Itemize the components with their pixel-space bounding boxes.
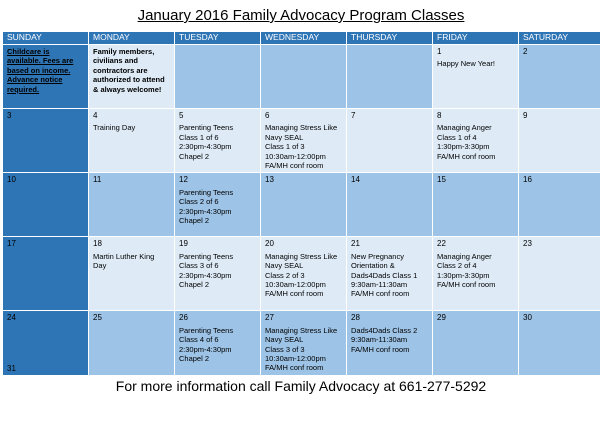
event-text: New Pregnancy Orientation & Dads4Dads Class 1 9:30am-11:30am FA/MH conf room bbox=[351, 251, 418, 299]
day-cell bbox=[89, 173, 175, 237]
day-cell bbox=[519, 45, 601, 109]
day-cell bbox=[519, 173, 601, 237]
day-cell bbox=[347, 173, 433, 237]
event-text: Martin Luther King Day bbox=[93, 251, 155, 271]
day-number: 1 bbox=[437, 47, 442, 56]
event-text: Managing Stress Like Navy SEAL Class 2 of 3 10:30am-12:00pm FA/MH conf room bbox=[265, 251, 338, 299]
day-cell bbox=[433, 311, 519, 375]
day-cell bbox=[347, 45, 433, 109]
day-number: 23 bbox=[523, 239, 532, 249]
day-header-friday: FRIDAY bbox=[433, 32, 519, 45]
event-text: Parenting Teens Class 4 of 6 2:30pm-4:30pm Chapel 2 bbox=[179, 325, 234, 364]
page-title: January 2016 Family Advocacy Program Classes bbox=[137, 7, 465, 24]
day-cell bbox=[89, 45, 175, 109]
day-header-monday: MONDAY bbox=[89, 32, 175, 45]
day-cell bbox=[519, 311, 601, 375]
day-number: 18 bbox=[93, 239, 102, 249]
day-cell bbox=[261, 45, 347, 109]
event-text: Managing Stress Like Navy SEAL Class 1 of 3 10:30am-12:00pm FA/MH conf room bbox=[265, 123, 338, 171]
event-text: Training Day bbox=[93, 123, 136, 133]
day-cell bbox=[519, 237, 601, 311]
day-number: 7 bbox=[351, 111, 356, 120]
week-row bbox=[3, 45, 601, 109]
day-number: 13 bbox=[265, 175, 274, 185]
day-cell bbox=[175, 45, 261, 109]
day-cell bbox=[519, 109, 601, 173]
day-number: 6 bbox=[265, 111, 270, 120]
day-number: 15 bbox=[437, 175, 446, 185]
event-text: Managing Anger Class 1 of 4 1:30pm-3:30pm FA/MH conf room bbox=[437, 123, 496, 161]
day-cell bbox=[175, 109, 261, 173]
day-cell bbox=[3, 45, 89, 109]
event-text: Happy New Year! bbox=[437, 59, 495, 69]
day-number: 24 bbox=[7, 313, 16, 323]
event-text: Parenting Teens Class 1 of 6 2:30pm-4:30pm Chapel 2 bbox=[179, 123, 234, 161]
day-cell bbox=[347, 237, 433, 311]
contact-footer: For more information call Family Advocacy at 661-277-5292 bbox=[115, 378, 487, 394]
day-header-sunday: SUNDAY bbox=[3, 32, 89, 45]
day-cell bbox=[89, 311, 175, 375]
day-number: 8 bbox=[437, 111, 442, 120]
day-cell bbox=[261, 109, 347, 173]
day-number: 25 bbox=[93, 313, 102, 323]
childcare-note: Childcare is available. Fees are based on income. Advance notice required. bbox=[7, 47, 74, 94]
day-cell bbox=[3, 173, 89, 237]
day-number: 10 bbox=[7, 175, 16, 185]
event-text: Managing Stress Like Navy SEAL Class 3 of 3 10:30am-12:00pm FA/MH conf room bbox=[265, 325, 338, 373]
day-header-wednesday: WEDNESDAY bbox=[261, 32, 347, 45]
day-number: 19 bbox=[179, 239, 188, 249]
day-cell bbox=[175, 173, 261, 237]
day-number: 22 bbox=[437, 239, 446, 249]
day-number: 11 bbox=[93, 175, 102, 185]
day-number: 21 bbox=[351, 239, 360, 249]
day-number: 12 bbox=[179, 175, 188, 185]
event-text: Dads4Dads Class 2 9:30am-11:30am FA/MH conf room bbox=[351, 325, 418, 354]
day-number: 3 bbox=[7, 111, 12, 120]
day-number: 31 bbox=[7, 364, 16, 374]
calendar-table bbox=[2, 31, 601, 376]
day-cell bbox=[261, 237, 347, 311]
day-cell bbox=[433, 237, 519, 311]
day-number: 20 bbox=[265, 239, 274, 249]
day-cell bbox=[175, 311, 261, 375]
day-number: 17 bbox=[7, 239, 16, 249]
day-header-saturday: SATURDAY bbox=[519, 32, 601, 45]
attendance-note: Family members, civilians and contractors are authorized to attend & always welcome! bbox=[93, 47, 165, 94]
day-number: 28 bbox=[351, 313, 360, 323]
day-number: 2 bbox=[523, 47, 528, 56]
day-cell bbox=[89, 109, 175, 173]
day-number: 5 bbox=[179, 111, 184, 120]
week-row bbox=[3, 237, 601, 311]
day-cell bbox=[175, 237, 261, 311]
day-header-thursday: THURSDAY bbox=[347, 32, 433, 45]
day-number: 14 bbox=[351, 175, 360, 185]
event-text: Managing Anger Class 2 of 4 1:30pm-3:30pm FA/MH conf room bbox=[437, 251, 496, 290]
day-cell bbox=[347, 109, 433, 173]
day-cell bbox=[3, 109, 89, 173]
day-header-row bbox=[3, 32, 601, 45]
day-cell bbox=[261, 311, 347, 375]
day-number: 9 bbox=[523, 111, 528, 120]
day-number: 29 bbox=[437, 313, 446, 323]
day-number: 16 bbox=[523, 175, 532, 185]
day-number: 27 bbox=[265, 313, 274, 323]
day-cell bbox=[89, 237, 175, 311]
event-text: Parenting Teens Class 3 of 6 2:30pm-4:30pm Chapel 2 bbox=[179, 251, 234, 290]
day-cell bbox=[433, 45, 519, 109]
day-cell bbox=[347, 311, 433, 375]
week-row bbox=[3, 311, 601, 375]
day-number: 26 bbox=[179, 313, 188, 323]
week-row bbox=[3, 109, 601, 173]
day-cell bbox=[433, 109, 519, 173]
day-header-tuesday: TUESDAY bbox=[175, 32, 261, 45]
day-number: 4 bbox=[93, 111, 98, 120]
day-cell bbox=[3, 311, 89, 375]
day-cell bbox=[261, 173, 347, 237]
week-row bbox=[3, 173, 601, 237]
event-text: Parenting Teens Class 2 of 6 2:30pm-4:30pm Chapel 2 bbox=[179, 187, 234, 226]
day-number: 30 bbox=[523, 313, 532, 323]
day-cell bbox=[3, 237, 89, 311]
day-cell bbox=[433, 173, 519, 237]
